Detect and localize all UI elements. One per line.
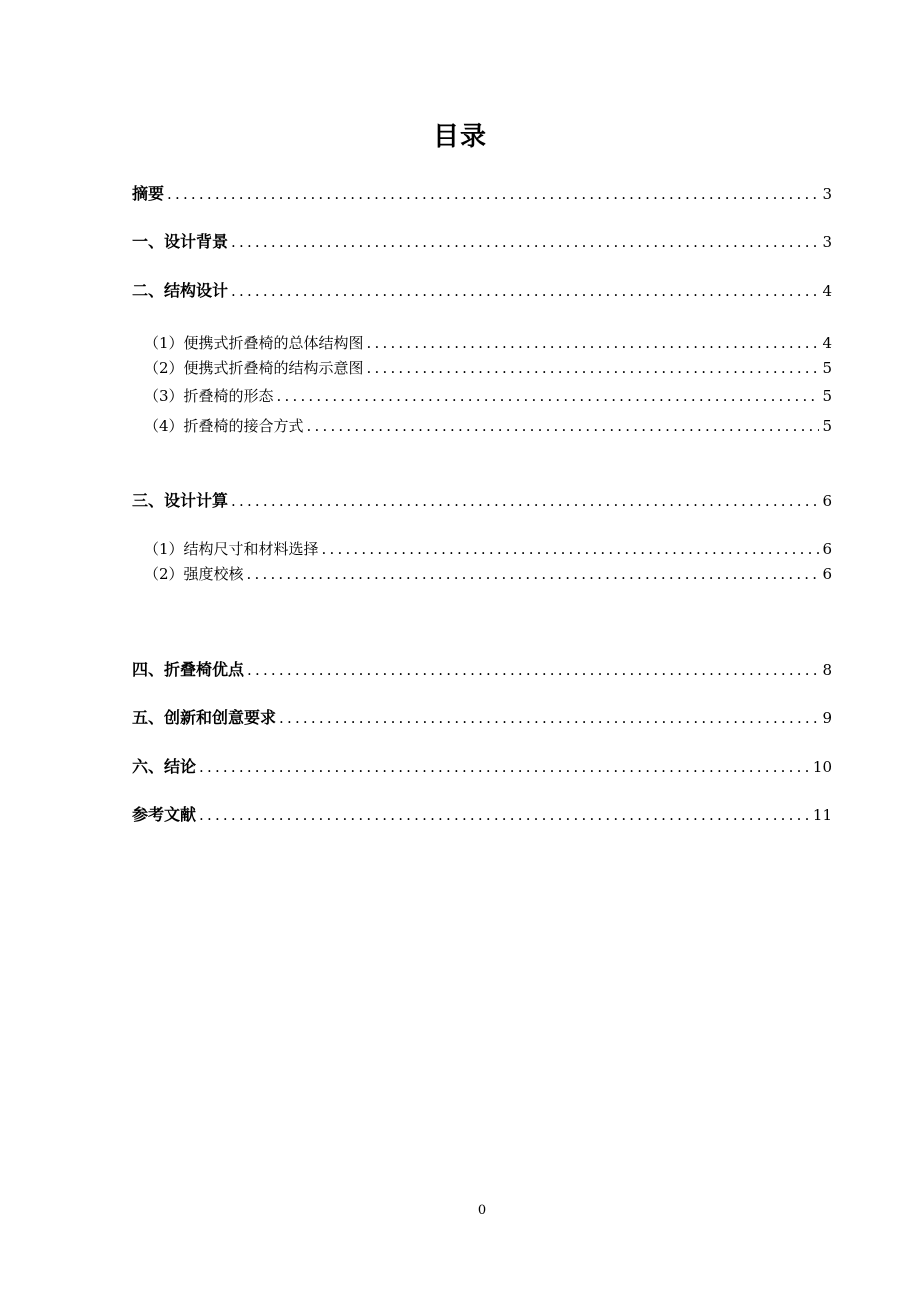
toc-entry-label: （1）便携式折叠椅的总体结构图 xyxy=(144,334,364,352)
toc-leader-dots xyxy=(167,183,819,205)
toc-entry-label: 四、折叠椅优点 xyxy=(132,660,245,679)
toc-leader-dots xyxy=(367,357,820,379)
toc-title: 目录 xyxy=(432,122,487,152)
toc-entry[interactable] xyxy=(132,538,832,560)
toc-leader-dots xyxy=(199,756,810,778)
toc-entry-label: 二、结构设计 xyxy=(132,281,229,300)
toc-entry[interactable] xyxy=(132,231,832,253)
toc-entry[interactable] xyxy=(132,385,832,407)
toc-entry-label: 参考文献 xyxy=(132,805,197,824)
toc-leader-dots xyxy=(322,538,820,560)
toc-leader-dots xyxy=(247,659,819,681)
toc-entry-page: 3 xyxy=(822,233,832,251)
toc-entry[interactable] xyxy=(132,804,832,826)
toc-leader-dots xyxy=(231,280,819,302)
toc-entry-page: 5 xyxy=(822,387,832,405)
toc-entry[interactable] xyxy=(132,332,832,354)
toc-leader-dots xyxy=(199,804,810,826)
toc-leader-dots xyxy=(367,332,820,354)
toc-leader-dots xyxy=(231,490,819,512)
toc-leader-dots xyxy=(277,385,820,407)
toc-entry-label: 六、结论 xyxy=(132,757,197,776)
toc-entry-page: 6 xyxy=(822,540,832,558)
toc-leader-dots xyxy=(279,707,819,729)
toc-entry-label: （3）折叠椅的形态 xyxy=(144,387,274,405)
toc-entry-page: 8 xyxy=(822,661,832,679)
toc-entry-label: （1）结构尺寸和材料选择 xyxy=(144,540,319,558)
toc-entry-page: 11 xyxy=(812,806,832,824)
toc-entry[interactable] xyxy=(132,659,832,681)
toc-entry-page: 9 xyxy=(822,709,832,727)
toc-entry-page: 5 xyxy=(822,359,832,377)
toc-leader-dots xyxy=(231,231,819,253)
toc-entry-page: 10 xyxy=(812,758,832,776)
toc-entry-page: 5 xyxy=(822,417,832,435)
toc-leader-dots xyxy=(307,415,820,437)
toc-entry[interactable] xyxy=(132,357,832,379)
toc-entry-label: （2）强度校核 xyxy=(144,565,244,583)
toc-entry-page: 6 xyxy=(822,565,832,583)
toc-entry[interactable] xyxy=(132,707,832,729)
footer-page-number: 0 xyxy=(477,1203,487,1218)
toc-entry-label: 三、设计计算 xyxy=(132,491,229,510)
toc-entry-page: 6 xyxy=(822,492,832,510)
toc-entry[interactable] xyxy=(132,280,832,302)
toc-entry-page: 4 xyxy=(822,282,832,300)
toc-entry[interactable] xyxy=(132,490,832,512)
toc-leader-dots xyxy=(247,563,820,585)
toc-entry[interactable] xyxy=(132,183,832,205)
toc-entry[interactable] xyxy=(132,563,832,585)
toc-entry[interactable] xyxy=(132,756,832,778)
toc-entry-label: （4）折叠椅的接合方式 xyxy=(144,417,304,435)
toc-entry-page: 4 xyxy=(822,334,832,352)
toc-entry[interactable] xyxy=(132,415,832,437)
toc-entry-label: （2）便携式折叠椅的结构示意图 xyxy=(144,359,364,377)
toc-entry-label: 摘要 xyxy=(132,184,165,203)
toc-entry-label: 一、设计背景 xyxy=(132,232,229,251)
toc-entry-label: 五、创新和创意要求 xyxy=(132,708,277,727)
toc-entry-page: 3 xyxy=(822,185,832,203)
